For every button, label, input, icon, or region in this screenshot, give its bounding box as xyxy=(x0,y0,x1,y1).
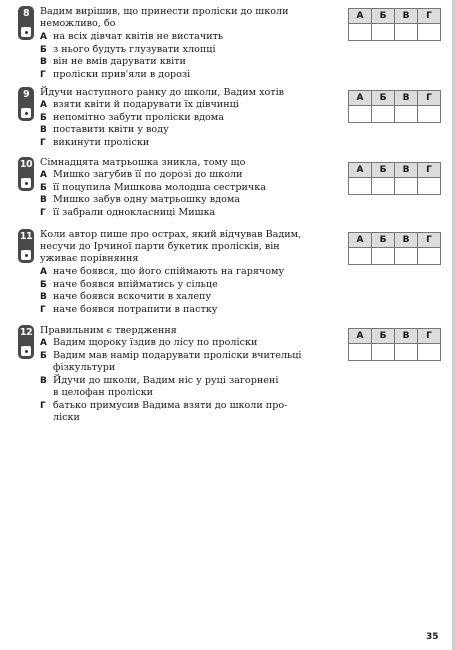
option-letter: Б xyxy=(40,112,47,123)
question-number-badge xyxy=(18,229,34,263)
option-letter: Б xyxy=(40,182,47,193)
answer-header-a: А xyxy=(349,233,372,248)
question-text: Правильним є твердження xyxy=(40,325,177,336)
option-a xyxy=(40,99,325,112)
question-text: Вадим вирішив, що принести проліски до школи неможливо, бо xyxy=(40,6,289,29)
question-number-badge xyxy=(18,87,34,121)
option-letter: Б xyxy=(40,279,47,290)
question-number-badge xyxy=(18,6,34,40)
option-text: батько примусив Вадима взяти до школи про- ліски xyxy=(53,399,288,423)
question-number-badge xyxy=(18,325,34,359)
answer-header-a: А xyxy=(349,329,372,344)
options-list xyxy=(40,169,325,219)
question-number: 12 xyxy=(19,327,33,338)
answer-cell-d[interactable] xyxy=(418,106,441,123)
answer-cell-b[interactable] xyxy=(372,248,395,265)
options-list xyxy=(40,337,325,425)
answer-grid-8 xyxy=(348,8,441,41)
answer-header-c: В xyxy=(395,163,418,178)
option-c xyxy=(40,375,325,400)
option-letter: В xyxy=(40,57,47,67)
answer-cell-d[interactable] xyxy=(418,178,441,195)
answer-cell-c[interactable] xyxy=(395,248,418,265)
option-text: непомітно забути проліски вдома xyxy=(53,111,224,123)
answer-header-b: Б xyxy=(372,9,395,24)
answer-header-b: Б xyxy=(372,233,395,248)
answer-header-b: Б xyxy=(372,329,395,344)
option-text: проліски прив'яли в дорозі xyxy=(53,68,191,80)
option-d xyxy=(40,304,325,317)
answer-header-c: В xyxy=(395,91,418,106)
option-letter: А xyxy=(40,170,47,180)
answer-cell-c[interactable] xyxy=(395,24,418,41)
option-text: наче боявся вскочити в халепу xyxy=(53,291,212,302)
question-number: 11 xyxy=(19,231,33,242)
answer-grid-11 xyxy=(348,232,441,265)
option-text: Вадим щороку їздив до лісу по проліски xyxy=(53,337,258,348)
option-b xyxy=(40,279,325,292)
option-letter: А xyxy=(40,338,47,348)
answer-cell-d[interactable] xyxy=(418,344,441,361)
option-text: наче боявся потрапити в пастку xyxy=(53,303,218,315)
option-a xyxy=(40,266,325,279)
answer-header-a: А xyxy=(349,91,372,106)
answer-header-d: Г xyxy=(418,91,441,106)
option-c xyxy=(40,194,325,207)
answer-cell-b[interactable] xyxy=(372,344,395,361)
option-text: викинути проліски xyxy=(53,136,150,148)
option-b xyxy=(40,112,325,125)
answer-cell-d[interactable] xyxy=(418,24,441,41)
answer-header-a: А xyxy=(349,9,372,24)
answer-cell-a[interactable] xyxy=(349,24,372,41)
answer-header-b: Б xyxy=(372,91,395,106)
question-text: Йдучи наступного ранку до школи, Вадим хотів xyxy=(40,87,285,98)
answer-grid-9 xyxy=(348,90,441,123)
option-letter: Г xyxy=(40,400,46,411)
option-letter: Г xyxy=(40,137,46,148)
question-text: Сімнадцята матрьошка зникла, тому що xyxy=(40,157,246,168)
answer-cell-a[interactable] xyxy=(349,344,372,361)
option-text: поставити квіти у воду xyxy=(53,124,169,135)
option-text: з нього будуть глузувати хлопці xyxy=(53,43,216,55)
dot-icon xyxy=(21,178,31,188)
option-letter: В xyxy=(40,292,47,302)
answer-header-d: Г xyxy=(418,9,441,24)
option-letter: Б xyxy=(40,44,47,55)
option-text: її забрали однокласниці Мишка xyxy=(53,206,216,218)
dot-icon xyxy=(21,108,31,118)
option-text: він не вмів дарувати квіти xyxy=(53,56,186,67)
answer-cell-a[interactable] xyxy=(349,178,372,195)
option-letter: А xyxy=(40,32,47,42)
dot-icon xyxy=(21,346,31,356)
option-d xyxy=(40,207,325,220)
option-text: Мишко загубив її по дорозі до школи xyxy=(53,169,243,180)
option-letter: Б xyxy=(40,350,47,361)
option-letter: В xyxy=(40,125,47,135)
question-number: 10 xyxy=(19,159,33,170)
option-b xyxy=(40,350,325,375)
option-text: наче боявся впійматись у сільце xyxy=(53,278,218,290)
answer-cell-d[interactable] xyxy=(418,248,441,265)
answer-header-c: В xyxy=(395,9,418,24)
answer-header-d: Г xyxy=(418,329,441,344)
question-number-badge xyxy=(18,157,34,191)
answer-cell-b[interactable] xyxy=(372,106,395,123)
answer-header-c: В xyxy=(395,329,418,344)
option-text: взяти квіти й подарувати їх дівчинці xyxy=(53,99,239,110)
answer-cell-a[interactable] xyxy=(349,248,372,265)
option-d xyxy=(40,400,325,425)
answer-header-b: Б xyxy=(372,163,395,178)
option-text: Мишко забув одну матрьошку вдома xyxy=(53,194,241,205)
answer-grid-12 xyxy=(348,328,441,361)
option-letter: В xyxy=(40,375,47,386)
answer-header-c: В xyxy=(395,233,418,248)
option-letter: А xyxy=(40,267,47,277)
option-c xyxy=(40,56,325,69)
option-text: наче боявся, що його спіймають на гарячому xyxy=(53,266,285,277)
option-letter: Г xyxy=(40,69,46,80)
answer-header-d: Г xyxy=(418,233,441,248)
answer-cell-b[interactable] xyxy=(372,178,395,195)
option-letter: Г xyxy=(40,207,46,218)
option-text: на всіх дівчат квітів не вистачить xyxy=(53,31,224,42)
option-d xyxy=(40,137,325,150)
option-letter: А xyxy=(40,100,47,110)
answer-cell-c[interactable] xyxy=(395,106,418,123)
options-list xyxy=(40,99,325,149)
question-number: 9 xyxy=(22,89,30,100)
answer-cell-c[interactable] xyxy=(395,344,418,361)
options-list xyxy=(40,31,325,81)
page-number: 35 xyxy=(426,632,439,642)
option-text: Йдучи до школи, Вадим ніс у руці загорнені в целофан проліски xyxy=(53,374,279,398)
answer-header-a: А xyxy=(349,163,372,178)
answer-cell-b[interactable] xyxy=(372,24,395,41)
option-letter: В xyxy=(40,195,47,205)
option-b xyxy=(40,44,325,57)
option-a xyxy=(40,337,325,350)
answer-grid-10 xyxy=(348,162,441,195)
question-text: Коли автор пише про острах, який відчував Вадим, несучи до Ірчиної парти букетик пролісків, він уживає порівняння xyxy=(40,229,302,264)
option-d xyxy=(40,69,325,82)
option-a xyxy=(40,31,325,44)
question-number: 8 xyxy=(22,8,30,19)
option-text: її поцупила Мишкова молодша сестричка xyxy=(53,181,266,193)
option-b xyxy=(40,182,325,195)
answer-header-d: Г xyxy=(418,163,441,178)
dot-icon xyxy=(21,250,31,260)
option-text: Вадим мав намір подарувати проліски вчительці фізкультури xyxy=(53,349,302,373)
option-c xyxy=(40,291,325,304)
answer-cell-c[interactable] xyxy=(395,178,418,195)
answer-cell-a[interactable] xyxy=(349,106,372,123)
option-c xyxy=(40,124,325,137)
option-letter: Г xyxy=(40,304,46,315)
option-a xyxy=(40,169,325,182)
options-list xyxy=(40,266,325,316)
dot-icon xyxy=(21,27,31,37)
